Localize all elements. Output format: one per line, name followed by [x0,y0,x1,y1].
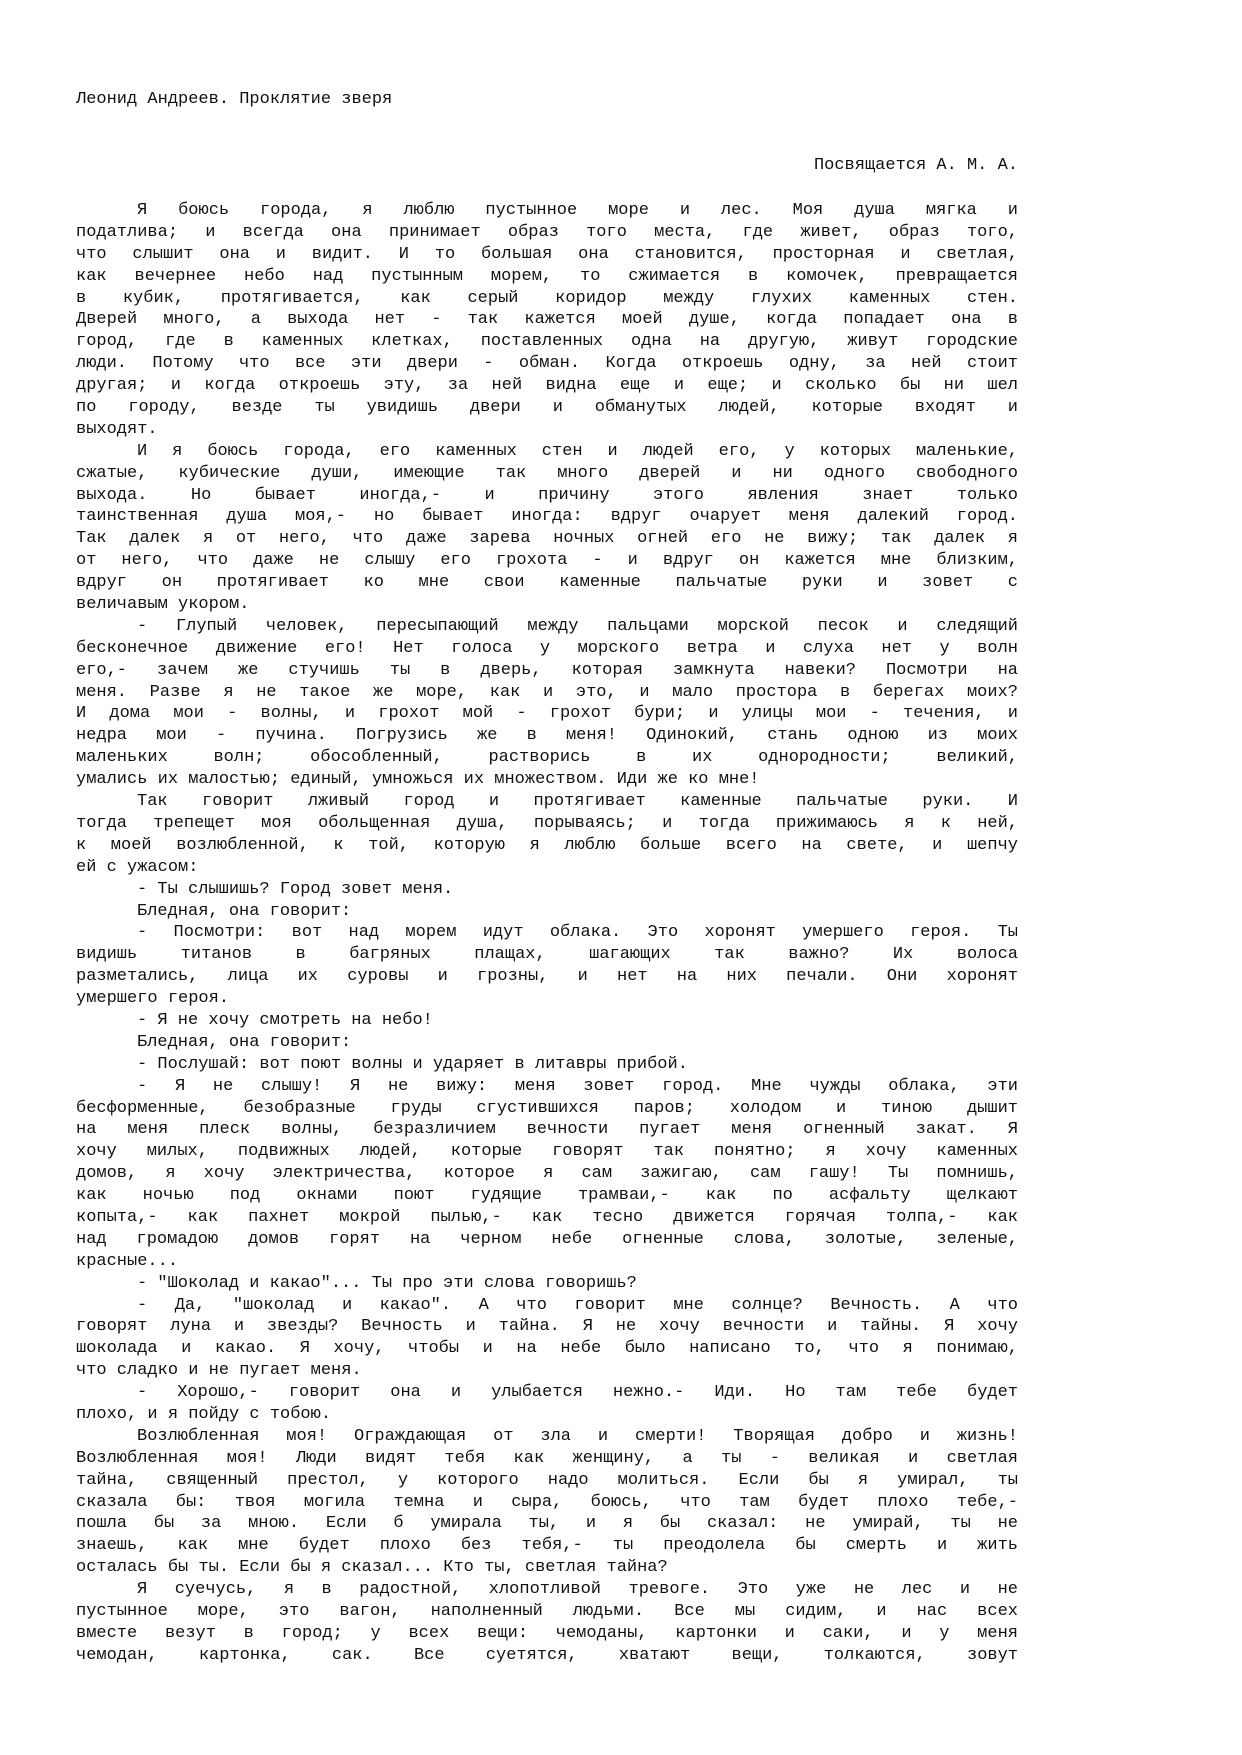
text-line: к моей возлюбленной, к той, которую я люблю больше всего на свете, и шепчу [76,835,1018,855]
text-line: Возлюбленная моя! Люди видят тебя как женщину, а ты - великая и светлая [76,1448,1018,1468]
text-line: выхода. Но бывает иногда,- и причину этого явления знает только [76,485,1018,505]
text-line: что сладко и не пугает меня. [76,1361,362,1381]
text-line: Бледная, она говорит: [137,901,352,921]
text-line: как ночью под окнами поют гудящие трамваи,- как по асфальту щелкают [76,1186,1018,1206]
text-line: Так далек я от него, что даже зарева ночных огней его не вижу; так далек я [76,529,1018,549]
text-line: Я боюсь города, я люблю пустынное море и лес. Моя душа мягка и [137,201,1018,220]
text-line: податлива; и всегда она принимает образ того места, где живет, образ того, [76,222,1018,242]
text-line: - Хорошо,- говорит она и улыбается нежно.- Иди. Но там тебе будет [137,1383,1018,1403]
text-line: в кубик, протягивается, как серый коридор между глухих каменных стен. [76,288,1018,308]
text-line: - Я не хочу смотреть на небо! [137,1010,433,1030]
text-line: ей с ужасом: [76,857,199,877]
text-line: таинственная душа моя,- но бывает иногда: вдруг очарует меня далекий город. [76,507,1018,527]
text-line: вместе везут в город; у всех вещи: чемоданы, картонки и саки, и у меня [76,1623,1018,1643]
text-line: Дверей много, а выхода нет - так кажется моей душе, когда попадает она в [76,310,1018,330]
text-line: домов, я хочу электричества, которое я сам зажигаю, сам гашу! Ты помнишь, [76,1164,1018,1184]
text-line: разметались, лица их суровы и грозны, и нет на них печали. Они хоронят [76,967,1018,987]
text-line: умались их малостью; единый, умножься их множеством. Иди же ко мне! [76,770,760,790]
text-line: видишь титанов в багряных плащах, шагающих так важно? Их волоса [76,945,1018,965]
text-line: пошла бы за мною. Если б умирала ты, и я бы сказал: не умирай, ты не [76,1514,1018,1534]
text-line: плохо, и я пойду с тобою. [76,1404,332,1424]
text-line: - Послушай: вот поют волны и ударяет в литавры прибой. [137,1054,688,1074]
text-line: И я боюсь города, его каменных стен и людей его, у которых маленькие, [137,441,1018,461]
text-line: Бледная, она говорит: [137,1032,352,1052]
text-line: величавым укором. [76,595,250,615]
text-line: меня. Разве я не такое же море, как и это, и мало простора в берегах моих? [76,682,1018,702]
text-line: - "Шоколад и какао"... Ты про эти слова говоришь? [137,1273,637,1293]
text-line: пустынное море, это вагон, наполненный людьми. Все мы сидим, и нас всех [76,1602,1018,1621]
document-body [76,200,1018,1667]
text-line: по городу, везде ты увидишь двери и обманутых людей, которые входят и [76,398,1018,418]
text-line: недра мои - пучина. Погрузись же в меня! Одинокий, стань одною из моих [76,726,1018,746]
document-title: Леонид Андреев. Проклятие зверя [76,90,393,109]
text-line: Возлюбленная моя! Ограждающая от зла и смерти! Творящая добро и жизнь! [137,1426,1018,1446]
text-line: бесконечное движение его! Нет голоса у морского ветра и слуха нет у волн [76,638,1018,658]
text-line: - Глупый человек, пересыпающий между пальцами морской песок и следящий [137,616,1018,636]
text-line: люди. Потому что все эти двери - обман. Когда откроешь одну, за ней стоит [76,354,1018,374]
text-line: - Посмотри: вот над морем идут облака. Это хоронят умершего героя. Ты [137,923,1018,943]
text-line: тогда трепещет моя обольщенная душа, порываясь; и тогда прижимаюсь я к ней, [76,813,1018,833]
text-line: что слышит она и видит. И то большая она становится, просторная и светлая, [76,244,1018,264]
text-line: его,- зачем же стучишь ты в дверь, которая замкнута навеки? Посмотри на [76,660,1018,680]
text-line: как вечернее небо над пустынным морем, то сжимается в комочек, превращается [76,266,1018,286]
text-line: сказала бы: твоя могила темна и сыра, боюсь, что там будет плохо тебе,- [76,1492,1018,1512]
dedication: Посвящается А. М. А. [813,156,1018,175]
text-line: тайна, священный престол, у которого надо молиться. Если бы я умирал, ты [76,1470,1018,1490]
text-line: шоколада и какао. Я хочу, чтобы и на небе было написано то, что я понимаю, [76,1339,1018,1359]
text-line: - Ты слышишь? Город зовет меня. [137,879,454,899]
text-line: - Да, "шоколад и какао". А что говорит мне солнце? Вечность. А что [137,1295,1018,1315]
text-line: город, где в каменных клетках, поставленных одна на другую, живут городские [76,332,1018,352]
text-line: осталась бы ты. Если бы я сказал... Кто ты, светлая тайна? [76,1558,668,1578]
text-line: красные... [76,1251,179,1271]
text-line: вдруг он протягивает ко мне свои каменные пальчатые руки и зовет с [76,573,1018,593]
text-line: хочу милых, подвижных людей, которые говорят так понятно; я хочу каменных [76,1142,1018,1162]
text-line: другая; и когда откроешь эту, за ней видна еще и еще; и сколько бы ни шел [76,376,1018,396]
text-line: Так говорит лживый город и протягивает каменные пальчатые руки. И [137,792,1018,812]
text-line: копыта,- как пахнет мокрой пылью,- как тесно движется горячая толпа,- как [76,1207,1018,1227]
text-line: И дома мои - волны, и грохот мой - грохот бури; и улицы мои - течения, и [76,704,1018,724]
text-line: - Я не слышу! Я не вижу: меня зовет город. Мне чужды облака, эти [137,1076,1018,1096]
text-line: говорят луна и звезды? Вечность и тайна. Я не хочу вечности и тайны. Я хочу [76,1317,1018,1337]
text-line: знаешь, как мне будет плохо без тебя,- ты преодолела бы смерть и жить [76,1536,1018,1556]
text-line: сжатые, кубические души, имеющие так много дверей и ни одного свободного [76,463,1018,483]
text-line: на меня плеск волны, безразличием вечности пугает меня огненный закат. Я [76,1120,1018,1140]
text-line: умершего героя. [76,989,230,1009]
text-line: от него, что даже не слышу его грохота - и вдруг он кажется мне близким, [76,551,1018,571]
text-line: чемодан, картонка, сак. Все суетятся, хватают вещи, толкаются, зовут [76,1645,1018,1665]
text-line: выходят. [76,419,158,439]
text-line: Я суечусь, я в радостной, хлопотливой тревоге. Это уже не лес и не [137,1580,1018,1600]
text-line: маленьких волн; обособленный, растворись в их однородности; великий, [76,748,1018,768]
text-line: бесформенные, безобразные груды сгустившихся паров; холодом и тиною дышит [76,1098,1018,1118]
text-line: над громадою домов горят на черном небе огненные слова, золотые, зеленые, [76,1229,1018,1249]
